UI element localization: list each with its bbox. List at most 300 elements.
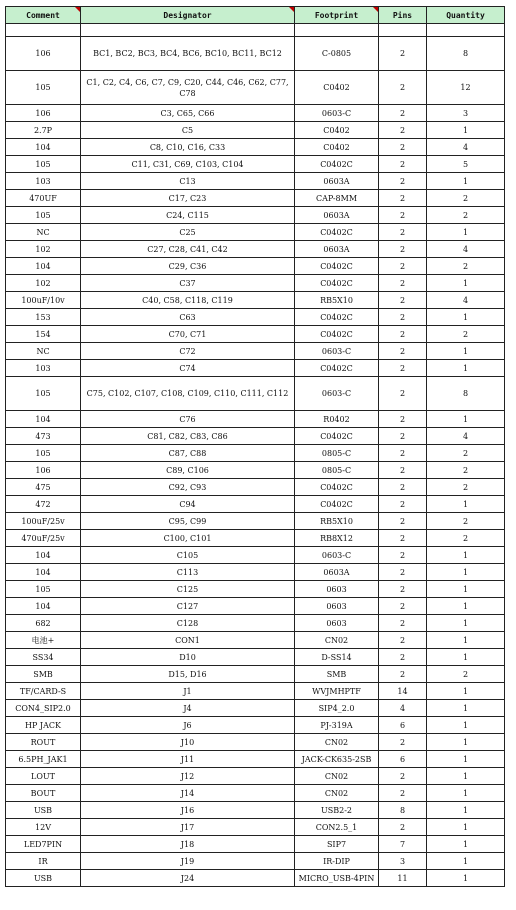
table-row [6,360,505,377]
cell-pins[interactable]: 2 [379,411,427,428]
cell-comment[interactable]: HP JACK [6,717,81,734]
comment-marker-icon [373,7,378,12]
cell-quantity[interactable]: 1 [427,411,505,428]
cell-quantity[interactable]: 8 [427,37,505,71]
cell-pins[interactable]: 2 [379,122,427,139]
cell-comment[interactable]: 475 [6,479,81,496]
cell-pins[interactable]: 2 [379,445,427,462]
cell-designator[interactable]: C25 [81,224,295,241]
cell-quantity[interactable]: 1 [427,836,505,853]
cell-designator[interactable]: C94 [81,496,295,513]
cell-comment[interactable]: 682 [6,615,81,632]
cell-footprint[interactable]: 0603A [295,564,379,581]
table-row [6,411,505,428]
table-row [6,156,505,173]
cell-pins[interactable]: 2 [379,479,427,496]
table-row [6,751,505,768]
cell-comment[interactable]: 100uF/10v [6,292,81,309]
cell-quantity[interactable] [427,24,505,37]
cell-footprint[interactable]: C0402C [295,309,379,326]
cell-footprint[interactable]: C0402C [295,275,379,292]
cell-designator[interactable]: C76 [81,411,295,428]
cell-comment[interactable]: LOUT [6,768,81,785]
table-row [6,819,505,836]
cell-footprint[interactable]: 0603 [295,615,379,632]
cell-quantity[interactable]: 1 [427,122,505,139]
cell-quantity[interactable]: 1 [427,547,505,564]
header-label: Designator [163,10,212,20]
cell-quantity[interactable]: 1 [427,275,505,292]
cell-pins[interactable]: 2 [379,615,427,632]
cell-footprint[interactable]: D-SS14 [295,649,379,666]
table-row [6,292,505,309]
cell-footprint[interactable]: IR-DIP [295,853,379,870]
cell-designator[interactable]: C72 [81,343,295,360]
cell-quantity[interactable]: 2 [427,258,505,275]
cell-pins[interactable]: 8 [379,802,427,819]
table-row [6,513,505,530]
cell-pins[interactable]: 2 [379,496,427,513]
cell-pins[interactable]: 2 [379,343,427,360]
cell-pins[interactable]: 2 [379,581,427,598]
cell-designator[interactable]: C95, C99 [81,513,295,530]
cell-designator[interactable]: J24 [81,870,295,887]
cell-comment[interactable]: 12V [6,819,81,836]
comment-marker-icon [289,7,294,12]
cell-comment[interactable]: ROUT [6,734,81,751]
cell-comment[interactable]: 104 [6,547,81,564]
cell-comment[interactable]: 103 [6,173,81,190]
cell-quantity[interactable]: 1 [427,173,505,190]
cell-quantity[interactable]: 4 [427,241,505,258]
cell-pins[interactable]: 7 [379,836,427,853]
cell-quantity[interactable]: 2 [427,207,505,224]
cell-comment[interactable]: CON4_SIP2.0 [6,700,81,717]
cell-comment[interactable]: 102 [6,275,81,292]
cell-designator[interactable]: C75, C102, C107, C108, C109, C110, C111, C112 [81,377,295,411]
cell-footprint[interactable]: 0603 [295,598,379,615]
cell-designator[interactable]: J6 [81,717,295,734]
cell-designator[interactable]: J11 [81,751,295,768]
table-row [6,700,505,717]
cell-footprint[interactable]: 0603 [295,581,379,598]
column-header-quantity[interactable] [427,7,505,24]
table-row [6,615,505,632]
cell-designator[interactable]: C87, C88 [81,445,295,462]
cell-designator[interactable]: C5 [81,122,295,139]
cell-designator[interactable]: J1 [81,683,295,700]
table-row [6,258,505,275]
cell-pins[interactable]: 2 [379,666,427,683]
cell-quantity[interactable]: 1 [427,615,505,632]
cell-pins[interactable]: 2 [379,71,427,105]
cell-designator[interactable]: C113 [81,564,295,581]
cell-designator[interactable]: J19 [81,853,295,870]
cell-comment[interactable]: 104 [6,598,81,615]
cell-designator[interactable]: C11, C31, C69, C103, C104 [81,156,295,173]
cell-pins[interactable]: 2 [379,326,427,343]
cell-quantity[interactable]: 1 [427,717,505,734]
cell-comment[interactable]: 102 [6,241,81,258]
table-row [6,530,505,547]
cell-designator[interactable]: C92, C93 [81,479,295,496]
cell-comment[interactable]: TF/CARD-S [6,683,81,700]
table-row [6,428,505,445]
cell-pins[interactable]: 2 [379,377,427,411]
cell-footprint[interactable]: C0402C [295,360,379,377]
cell-footprint[interactable]: JACK-CK635-2SB [295,751,379,768]
cell-designator[interactable]: J16 [81,802,295,819]
cell-quantity[interactable]: 1 [427,564,505,581]
cell-pins[interactable]: 2 [379,598,427,615]
cell-quantity[interactable]: 1 [427,870,505,887]
cell-footprint[interactable]: 0603A [295,241,379,258]
cell-comment[interactable]: IR [6,853,81,870]
cell-pins[interactable]: 2 [379,513,427,530]
header-label: Quantity [446,10,485,20]
cell-footprint[interactable]: C0402C [295,258,379,275]
cell-comment[interactable] [6,24,81,37]
table-row [6,632,505,649]
cell-quantity[interactable]: 2 [427,326,505,343]
cell-footprint[interactable]: 0603-C [295,105,379,122]
table-row [6,768,505,785]
cell-designator[interactable]: C8, C10, C16, C33 [81,139,295,156]
cell-comment[interactable]: 104 [6,139,81,156]
bom-table [5,6,505,887]
table-row [6,870,505,887]
cell-designator[interactable]: C63 [81,309,295,326]
cell-comment[interactable]: 153 [6,309,81,326]
table-body [6,24,505,887]
cell-comment[interactable]: LED7PIN [6,836,81,853]
cell-designator[interactable]: D10 [81,649,295,666]
cell-pins[interactable]: 2 [379,547,427,564]
cell-designator[interactable]: C100, C101 [81,530,295,547]
cell-pins[interactable]: 2 [379,768,427,785]
cell-pins[interactable]: 2 [379,173,427,190]
cell-designator[interactable]: J17 [81,819,295,836]
cell-footprint[interactable]: C0402C [295,156,379,173]
cell-pins[interactable]: 2 [379,309,427,326]
column-header-footprint[interactable] [295,7,379,24]
cell-pins[interactable]: 2 [379,258,427,275]
cell-footprint[interactable]: SIP7 [295,836,379,853]
cell-comment[interactable]: BOUT [6,785,81,802]
header-label: Pins [392,10,413,20]
cell-designator[interactable]: C29, C36 [81,258,295,275]
cell-comment[interactable]: 电池+ [6,632,81,649]
cell-footprint[interactable]: CON2.5_1 [295,819,379,836]
cell-footprint[interactable]: CN02 [295,632,379,649]
cell-quantity[interactable]: 1 [427,734,505,751]
cell-designator[interactable]: C70, C71 [81,326,295,343]
table-row [6,37,505,71]
cell-comment[interactable]: 154 [6,326,81,343]
table-row [6,581,505,598]
cell-comment[interactable]: 105 [6,581,81,598]
cell-comment[interactable]: SMB [6,666,81,683]
table-row [6,224,505,241]
cell-designator[interactable]: C17, C23 [81,190,295,207]
cell-quantity[interactable]: 1 [427,496,505,513]
cell-comment[interactable]: 473 [6,428,81,445]
table-row [6,377,505,411]
cell-comment[interactable]: 105 [6,445,81,462]
cell-footprint[interactable]: C0402C [295,479,379,496]
table-row [6,598,505,615]
cell-footprint[interactable]: MICRO_USB-4PIN [295,870,379,887]
cell-footprint[interactable]: 0603-C [295,377,379,411]
table-row [6,105,505,122]
cell-quantity[interactable]: 1 [427,343,505,360]
cell-comment[interactable]: 470uF/25v [6,530,81,547]
cell-pins[interactable]: 2 [379,462,427,479]
cell-footprint[interactable]: CN02 [295,785,379,802]
cell-quantity[interactable]: 3 [427,105,505,122]
cell-footprint[interactable]: CAP-8MM [295,190,379,207]
cell-pins[interactable]: 2 [379,207,427,224]
table-row [6,173,505,190]
cell-quantity[interactable]: 2 [427,666,505,683]
cell-pins[interactable]: 2 [379,785,427,802]
cell-footprint[interactable]: 0805-C [295,462,379,479]
cell-pins[interactable]: 2 [379,139,427,156]
cell-comment[interactable]: 105 [6,207,81,224]
cell-comment[interactable]: 106 [6,462,81,479]
cell-quantity[interactable]: 2 [427,513,505,530]
cell-comment[interactable]: 106 [6,37,81,71]
table-row [6,275,505,292]
table-row [6,683,505,700]
cell-designator[interactable]: C81, C82, C83, C86 [81,428,295,445]
table-row [6,122,505,139]
cell-footprint[interactable]: SMB [295,666,379,683]
cell-comment[interactable]: NC [6,343,81,360]
cell-quantity[interactable]: 1 [427,649,505,666]
table-row [6,717,505,734]
cell-pins[interactable]: 2 [379,37,427,71]
cell-quantity[interactable]: 1 [427,598,505,615]
cell-footprint[interactable] [295,24,379,37]
comment-marker-icon [75,7,80,12]
cell-footprint[interactable]: 0603-C [295,547,379,564]
cell-comment[interactable]: 6.5PH_JAK1 [6,751,81,768]
cell-quantity[interactable]: 1 [427,700,505,717]
cell-pins[interactable]: 14 [379,683,427,700]
cell-comment[interactable]: 103 [6,360,81,377]
cell-comment[interactable]: 104 [6,564,81,581]
cell-pins[interactable]: 2 [379,105,427,122]
cell-quantity[interactable]: 5 [427,156,505,173]
cell-comment[interactable]: 105 [6,156,81,173]
cell-designator[interactable]: C3, C65, C66 [81,105,295,122]
cell-quantity[interactable]: 1 [427,632,505,649]
cell-pins[interactable]: 2 [379,360,427,377]
cell-quantity[interactable]: 2 [427,190,505,207]
cell-designator[interactable]: J4 [81,700,295,717]
cell-quantity[interactable]: 1 [427,309,505,326]
cell-footprint[interactable]: RB5X10 [295,292,379,309]
column-header-pins[interactable] [379,7,427,24]
cell-pins[interactable]: 2 [379,530,427,547]
cell-footprint[interactable]: C0402C [295,428,379,445]
cell-comment[interactable]: 105 [6,71,81,105]
cell-pins[interactable]: 2 [379,156,427,173]
cell-footprint[interactable]: RB8X12 [295,530,379,547]
cell-footprint[interactable]: C-0805 [295,37,379,71]
cell-designator[interactable]: C37 [81,275,295,292]
cell-pins[interactable]: 4 [379,700,427,717]
cell-quantity[interactable]: 4 [427,292,505,309]
cell-pins[interactable]: 2 [379,241,427,258]
cell-quantity[interactable]: 8 [427,377,505,411]
cell-comment[interactable]: 104 [6,411,81,428]
cell-footprint[interactable]: USB2-2 [295,802,379,819]
cell-comment[interactable]: 470UF [6,190,81,207]
cell-footprint[interactable]: C0402 [295,71,379,105]
cell-pins[interactable]: 2 [379,564,427,581]
cell-designator[interactable]: D15, D16 [81,666,295,683]
cell-quantity[interactable]: 12 [427,71,505,105]
cell-quantity[interactable]: 4 [427,428,505,445]
table-row [6,71,505,105]
cell-comment[interactable]: 472 [6,496,81,513]
cell-designator[interactable]: C40, C58, C118, C119 [81,292,295,309]
cell-designator[interactable]: BC1, BC2, BC3, BC4, BC6, BC10, BC11, BC12 [81,37,295,71]
table-row [6,496,505,513]
table-row [6,309,505,326]
cell-footprint[interactable]: C0402 [295,122,379,139]
cell-footprint[interactable]: RB5X10 [295,513,379,530]
cell-quantity[interactable]: 1 [427,768,505,785]
cell-quantity[interactable]: 4 [427,139,505,156]
cell-footprint[interactable]: 0603-C [295,343,379,360]
cell-designator[interactable]: C27, C28, C41, C42 [81,241,295,258]
cell-designator[interactable]: C125 [81,581,295,598]
cell-quantity[interactable]: 2 [427,530,505,547]
cell-footprint[interactable]: C0402C [295,326,379,343]
table-row [6,190,505,207]
cell-footprint[interactable]: 0603A [295,173,379,190]
cell-designator[interactable]: C128 [81,615,295,632]
cell-designator[interactable]: C89, C106 [81,462,295,479]
table-row [6,853,505,870]
table-row [6,462,505,479]
table-row [6,649,505,666]
cell-quantity[interactable]: 2 [427,445,505,462]
cell-pins[interactable]: 2 [379,275,427,292]
cell-comment[interactable]: 105 [6,377,81,411]
header-label: Footprint [314,10,359,20]
cell-footprint[interactable]: CN02 [295,734,379,751]
cell-designator[interactable]: J14 [81,785,295,802]
cell-designator[interactable]: J12 [81,768,295,785]
cell-designator[interactable]: C24, C115 [81,207,295,224]
table-row [6,24,505,37]
table-row [6,326,505,343]
cell-pins[interactable] [379,24,427,37]
table-row [6,785,505,802]
cell-comment[interactable]: USB [6,870,81,887]
cell-footprint[interactable]: R0402 [295,411,379,428]
cell-comment[interactable]: 104 [6,258,81,275]
table-row [6,802,505,819]
cell-designator[interactable]: C105 [81,547,295,564]
cell-pins[interactable]: 2 [379,632,427,649]
cell-comment[interactable]: USB [6,802,81,819]
column-header-designator[interactable] [81,7,295,24]
cell-footprint[interactable]: WVJMHPTF [295,683,379,700]
cell-quantity[interactable]: 1 [427,751,505,768]
cell-quantity[interactable]: 2 [427,462,505,479]
cell-quantity[interactable]: 1 [427,785,505,802]
cell-designator[interactable]: C13 [81,173,295,190]
cell-pins[interactable]: 11 [379,870,427,887]
cell-designator[interactable]: C127 [81,598,295,615]
cell-comment[interactable]: 2.7P [6,122,81,139]
cell-comment[interactable]: 100uF/25v [6,513,81,530]
cell-quantity[interactable]: 1 [427,581,505,598]
cell-quantity[interactable]: 1 [427,819,505,836]
cell-pins[interactable]: 2 [379,819,427,836]
table-row [6,547,505,564]
cell-pins[interactable]: 6 [379,717,427,734]
table-row [6,343,505,360]
cell-quantity[interactable]: 1 [427,853,505,870]
cell-pins[interactable]: 3 [379,853,427,870]
cell-designator[interactable]: J10 [81,734,295,751]
cell-footprint[interactable]: SIP4_2.0 [295,700,379,717]
header-label: Comment [26,10,60,20]
cell-comment[interactable]: NC [6,224,81,241]
cell-quantity[interactable]: 1 [427,360,505,377]
cell-pins[interactable]: 2 [379,734,427,751]
table-row [6,139,505,156]
cell-comment[interactable]: SS34 [6,649,81,666]
cell-footprint[interactable]: 0603A [295,207,379,224]
cell-designator[interactable]: J18 [81,836,295,853]
cell-designator[interactable]: CON1 [81,632,295,649]
cell-footprint[interactable]: 0805-C [295,445,379,462]
cell-designator[interactable] [81,24,295,37]
cell-pins[interactable]: 2 [379,292,427,309]
cell-quantity[interactable]: 1 [427,683,505,700]
table-row [6,479,505,496]
cell-footprint[interactable]: CN02 [295,768,379,785]
cell-quantity[interactable]: 1 [427,224,505,241]
cell-quantity[interactable]: 1 [427,802,505,819]
table-row [6,207,505,224]
table-row [6,241,505,258]
cell-footprint[interactable]: C0402 [295,139,379,156]
column-header-comment[interactable] [6,7,81,24]
cell-pins[interactable]: 2 [379,428,427,445]
table-row [6,836,505,853]
cell-pins[interactable]: 2 [379,190,427,207]
table-row [6,564,505,581]
cell-designator[interactable]: C74 [81,360,295,377]
cell-pins[interactable]: 2 [379,224,427,241]
cell-footprint[interactable]: PJ-319A [295,717,379,734]
cell-quantity[interactable]: 2 [427,479,505,496]
cell-footprint[interactable]: C0402C [295,496,379,513]
cell-pins[interactable]: 6 [379,751,427,768]
cell-designator[interactable]: C1, C2, C4, C6, C7, C9, C20, C44, C46, C62, C77, C78 [81,71,295,105]
cell-pins[interactable]: 2 [379,649,427,666]
cell-footprint[interactable]: C0402C [295,224,379,241]
cell-comment[interactable]: 106 [6,105,81,122]
